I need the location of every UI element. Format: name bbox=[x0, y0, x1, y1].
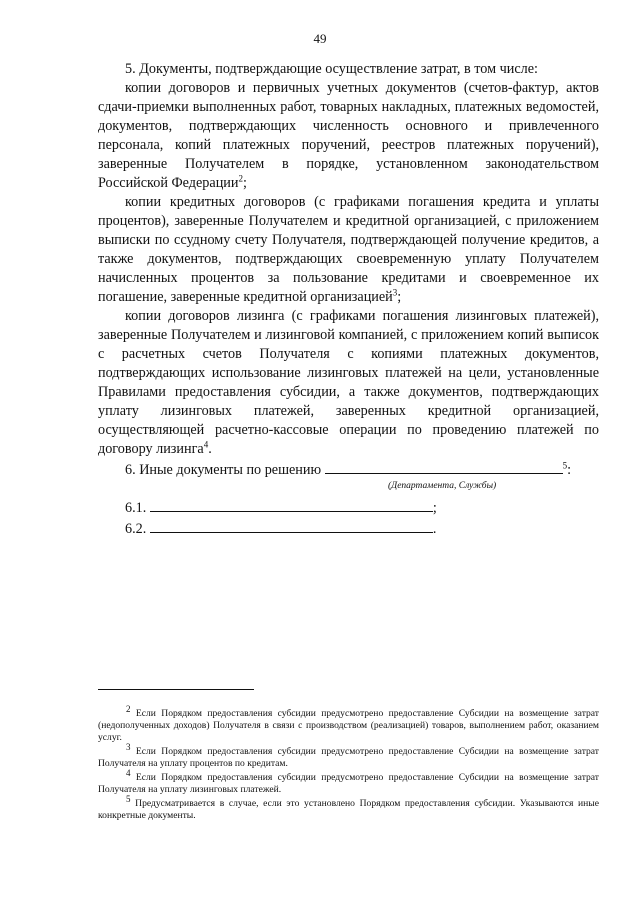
subitem-6-1-blank-line bbox=[150, 498, 433, 512]
footnote-separator bbox=[98, 689, 254, 690]
department-caption: (Департамента, Службы) bbox=[388, 481, 497, 491]
footnote-number: 5 bbox=[126, 793, 131, 804]
footnote-number: 3 bbox=[126, 741, 131, 752]
footnote-text: Если Порядком предоставления субсидии предусмотрено предоставление Субсидии на возмещение затрат Получателя на уплату лизинговых платежей. bbox=[98, 772, 600, 795]
footnote-ref-2: 2 bbox=[238, 173, 243, 184]
section-6-row bbox=[98, 460, 599, 480]
subitem-6-1-end: ; bbox=[432, 500, 437, 516]
section-6-label: 6. Иные документы по решению bbox=[125, 462, 322, 478]
item-text: копии договоров и первичных учетных документов (счетов-фактур, актов сдачи-приемки выполненных работ, товарных накладных, платежных ведомостей, документов, подтверждающих численность основного и привлеченного персонала, копий платежных поручений, реестров платежных поручений), заверенные Получателем в порядке, установленном законодательством Российской Федерации bbox=[98, 80, 599, 191]
footnote-text: Если Порядком предоставления субсидии предусмотрено предоставление Субсидии на возмещение затрат (недополученных доходов) Получателя в связи с производством (реализацией) товаров, выполнением работ, оказанием услуг. bbox=[98, 708, 600, 743]
subitem-6-2-label: 6.2. bbox=[125, 521, 147, 537]
item-end: ; bbox=[242, 175, 247, 191]
footnote-3 bbox=[98, 741, 600, 770]
item-text: копии договоров лизинга (с графиками погашения лизинговых платежей), заверенные Получателем и лизинговой компанией, с приложением копий выписок с расчетных счетов Получателя с копиями платежных документов, подтверждающих использование лизинговых платежей на цели, установленные Правилами предоставления субсидии, а также документов, подтверждающих уплату лизинговых платежей, заверенных кредитной организацией, осуществляющей расчетно-кассовые операции по проведению платежей по договору лизинга bbox=[98, 308, 599, 457]
section-5-item-credits bbox=[98, 193, 599, 307]
department-blank-line bbox=[325, 460, 563, 474]
footnote-number: 4 bbox=[126, 767, 131, 778]
footnote-2 bbox=[98, 703, 600, 744]
footnote-5 bbox=[98, 793, 599, 822]
page-number: 49 bbox=[313, 31, 327, 46]
footnote-text: Предусматривается в случае, если это установлено Порядком предоставления субсидии. Указываются иные конкретные документы. bbox=[98, 798, 599, 821]
document-body bbox=[98, 60, 599, 539]
section-5-item-contracts bbox=[98, 79, 599, 193]
footnotes bbox=[98, 703, 600, 824]
footnote-number: 2 bbox=[126, 703, 131, 714]
subitem-6-2-end: . bbox=[432, 521, 437, 537]
section-5-heading: 5. Документы, подтверждающие осуществление затрат, в том числе: bbox=[125, 61, 538, 77]
section-6-end: : bbox=[567, 462, 572, 478]
footnote-text: Если Порядком предоставления субсидии предусмотрено предоставление Субсидии на возмещение затрат Получателя на уплату процентов по кредитам. bbox=[98, 746, 600, 769]
footnote-ref-4: 4 bbox=[203, 439, 209, 450]
subitem-6-2-row bbox=[98, 519, 599, 539]
item-end: . bbox=[208, 441, 212, 457]
subitem-6-1-label: 6.1. bbox=[125, 500, 147, 516]
footnote-ref-5: 5 bbox=[562, 460, 568, 471]
item-end: ; bbox=[397, 289, 402, 305]
subitem-6-1-row bbox=[98, 498, 599, 518]
section-5-item-leasing bbox=[98, 307, 599, 459]
footnote-4 bbox=[98, 767, 600, 796]
footnote-ref-3: 3 bbox=[392, 287, 398, 298]
item-text: копии кредитных договоров (с графиками погашения кредита и уплаты процентов), заверенные Получателем и кредитной организацией, с приложением выписки по ссудному счету Получателя, подтверждающей получение кредитов, а также документов, подтверждающих своевременную уплату Получателем начисленных процентов за пользование кредитами и своевременное их погашение, заверенные кредитной организацией bbox=[98, 194, 599, 305]
subitem-6-2-blank-line bbox=[150, 519, 433, 533]
